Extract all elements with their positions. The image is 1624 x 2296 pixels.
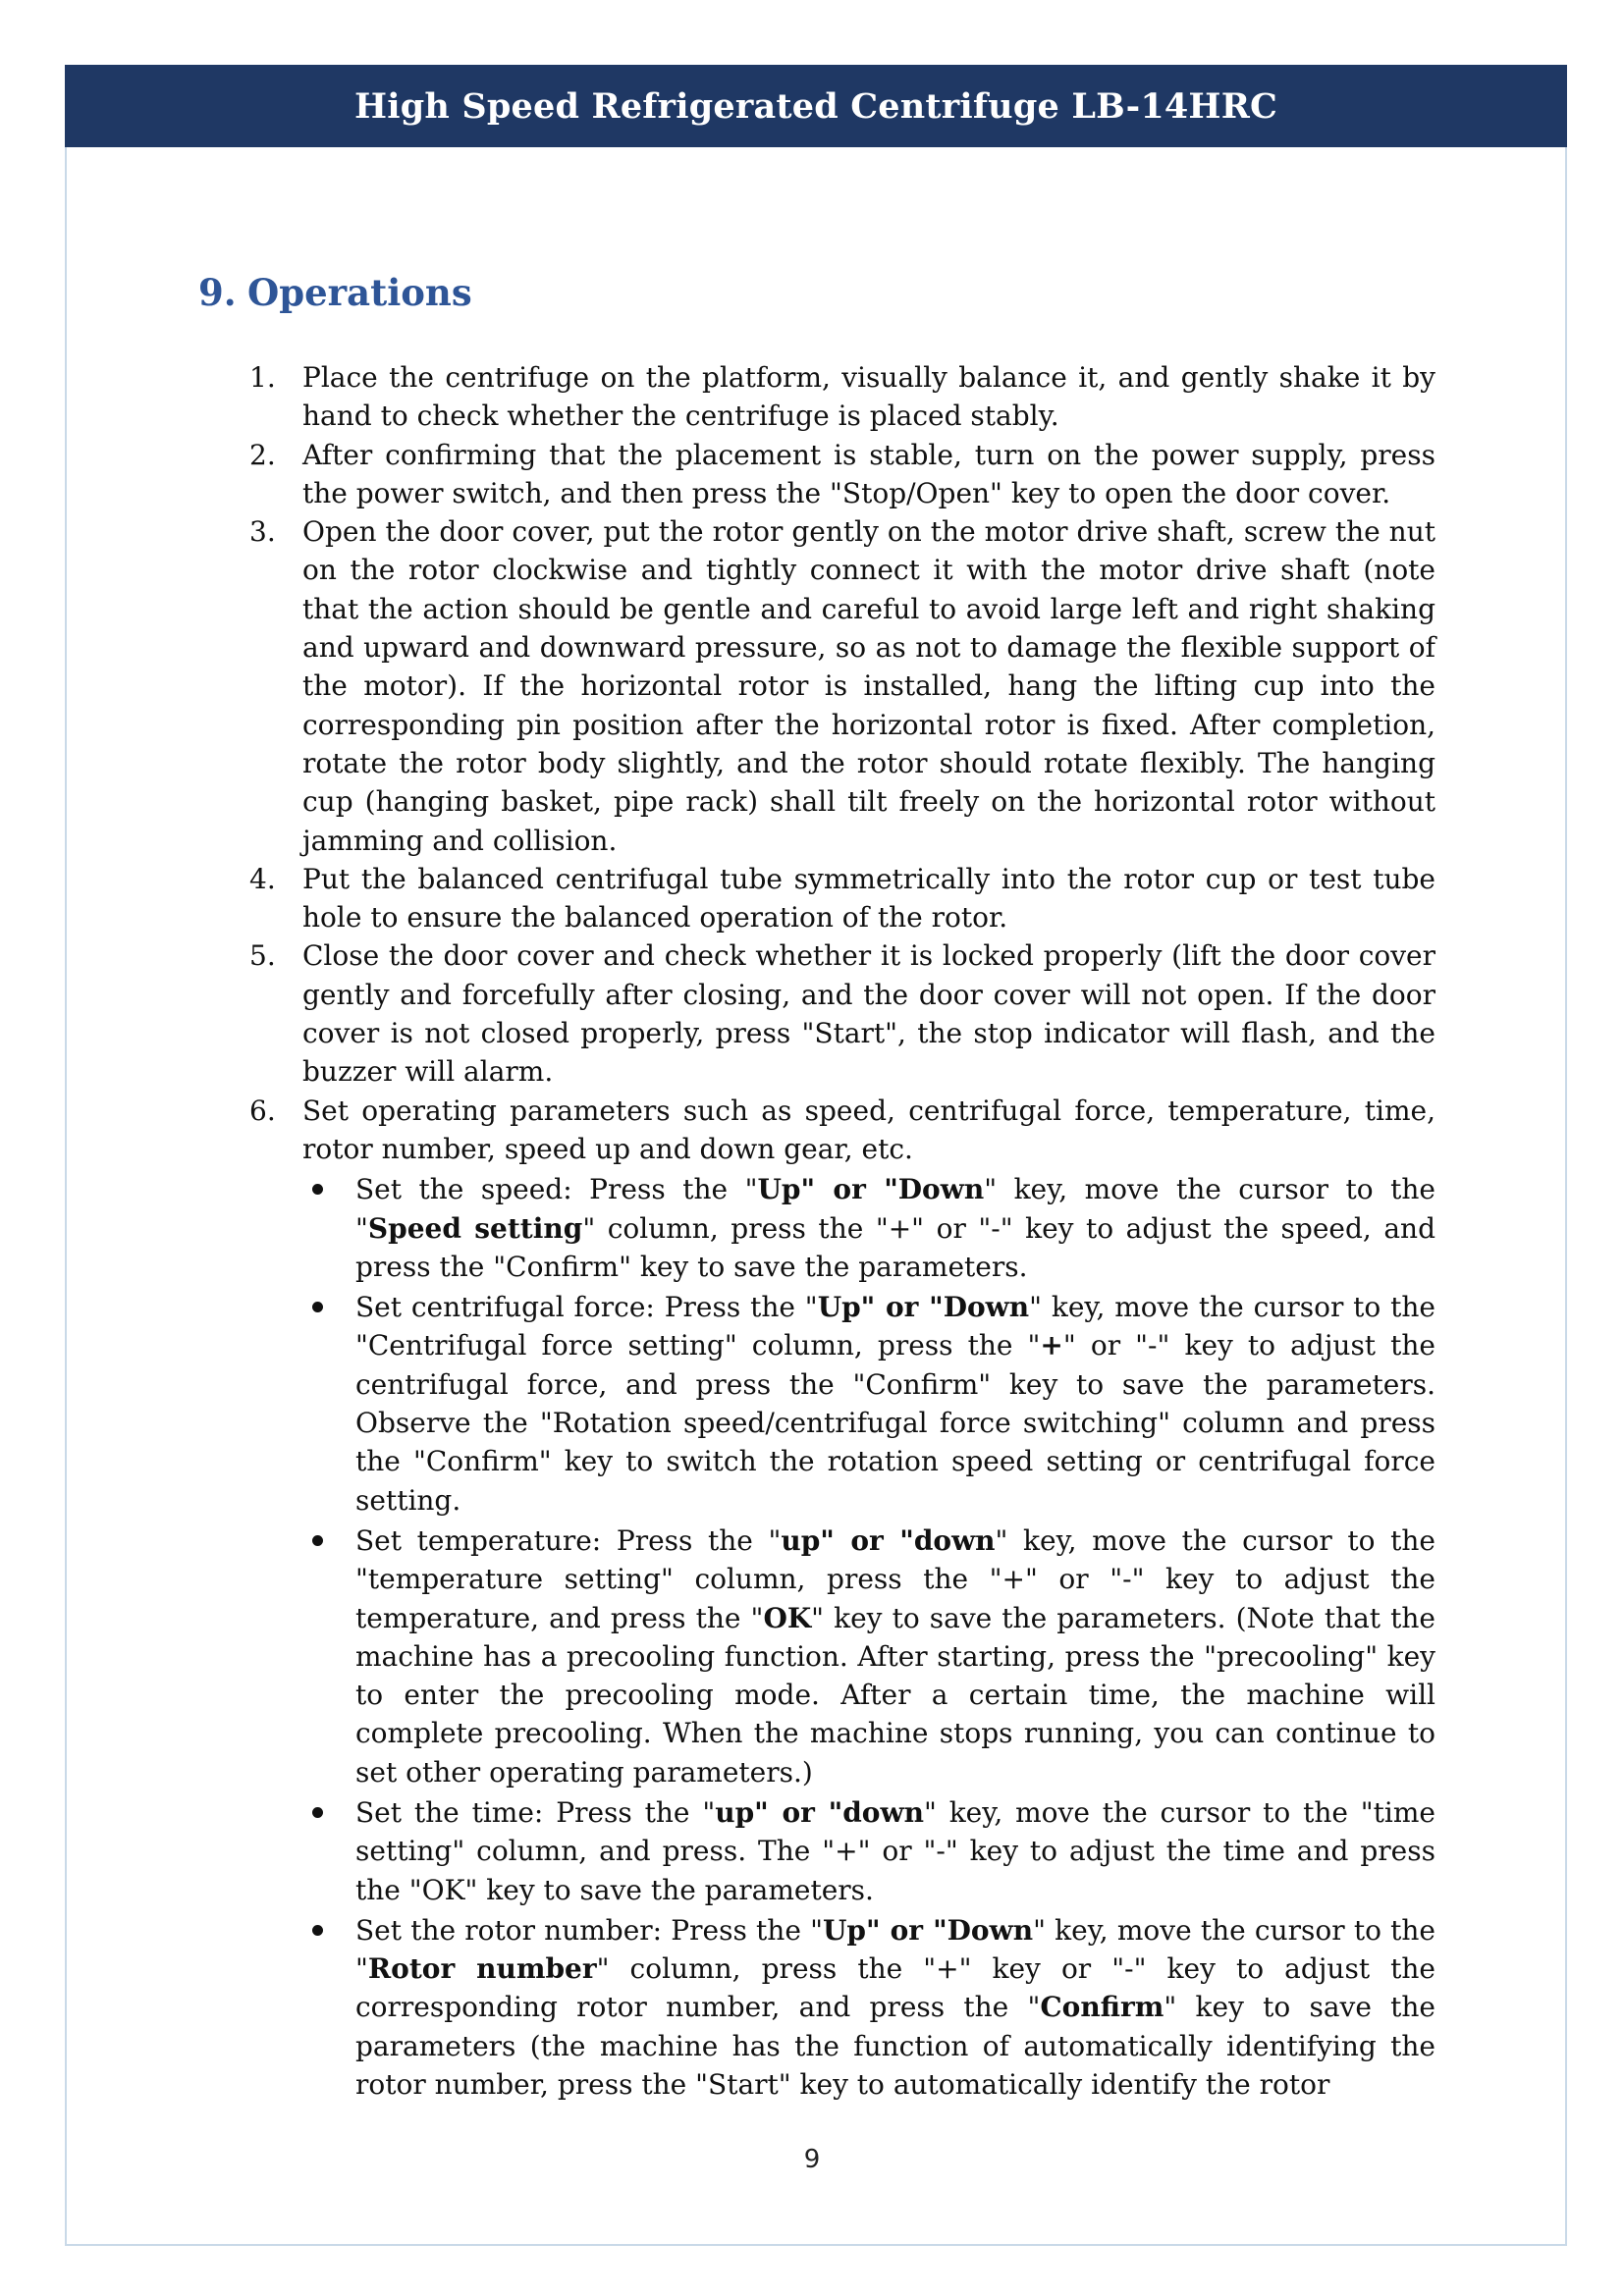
bullet-dot-icon: [312, 1807, 323, 1818]
step-item: [249, 436, 1435, 513]
step-number: 5.: [249, 939, 276, 973]
section-title: Operations: [247, 271, 472, 314]
step-text: Place the centrifuge on the platform, visually balance it, and gently shake it by hand to check whether the centrifuge is placed stably.: [302, 361, 1435, 433]
step-item: [249, 512, 1435, 860]
bullet-text: " column, press the "+" key or "-" key to adjust the corresponding rotor number, and press the ": [355, 1952, 1436, 2024]
bullet-text: " key, move the cursor to the ": [355, 1913, 1435, 1986]
step-text: Open the door cover, put the rotor gently on the motor drive shaft, screw the nut on the rotor clockwise and tightly connect it with the motor drive shaft (note that the action should be gentle and careful to avoid large left and right shaking and upward and downward pressure, so as not to damage the flexible support of the motor). If the horizontal rotor is installed, hang the lifting cup into the corresponding pin position after the horizontal rotor is fixed. After completion, rotate the rotor body slightly, and the rotor should rotate flexibly. The hanging cup (hanging basket, pipe rack) shall tilt freely on the horizontal rotor without jamming and collision.: [302, 515, 1435, 857]
bullet-bold-text: OK: [763, 1601, 812, 1634]
bullet-text: " key to save the parameters (the machine has the function of automatically identifying the rotor number, press the "Start" key to automatically identify the rotor: [355, 1991, 1435, 2102]
bullet-bold-text: Up" or "Down: [757, 1173, 985, 1206]
bullet-text: " key to save the parameters. (Note that the machine has a precooling function. After starting, press the "precooling" key to enter the precooling mode. After a certain time, the machine will complete precooling. When the machine stops running, you can continue to set other operating parameters.): [355, 1601, 1435, 1789]
bullet-text: " or "-" key to adjust the centrifugal force, and press the "Confirm" key to save the parameters. Observe the "Rotation speed/centrifugal force switching" column and press the "Confirm" key to switch the rotation speed setting or centrifugal force setting.: [355, 1329, 1436, 1517]
bullet-bold-text: Up" or "Down: [817, 1291, 1030, 1324]
bullet-time: [302, 1793, 1435, 1909]
step-number: 2.: [249, 438, 276, 471]
bullet-text: " key, move the cursor to the ": [355, 1173, 1435, 1245]
bullet-text: Set centrifugal force: Press the ": [355, 1291, 818, 1324]
operation-steps-list: [249, 358, 1435, 2104]
document-header: [65, 65, 1567, 147]
bullet-bold-text: Rotor number: [367, 1952, 597, 1986]
bullet-dot-icon: [312, 1302, 323, 1312]
bullet-temperature: [302, 1522, 1435, 1791]
step-item: [249, 936, 1435, 1091]
bullet-text: " key, move the cursor to the "time setting" column, and press. The "+" or "-" key to adjust the time and press the "OK" key to save the parameters.: [355, 1795, 1436, 1906]
bullet-bold-text: Speed setting: [367, 1211, 583, 1245]
header-title: High Speed Refrigerated Centrifuge LB-14HRC: [353, 85, 1278, 127]
step-item: [249, 860, 1435, 937]
bullet-text: " column, press the "+" or "-" key to adjust the speed, and press the "Confirm" key to save the parameters.: [355, 1211, 1436, 1283]
bullet-centrifugal-force: [302, 1288, 1435, 1520]
section-number: 9.: [198, 271, 237, 314]
page-number: 9: [803, 2145, 821, 2174]
bullet-bold-text: Up" or "Down: [822, 1913, 1034, 1947]
step-text: Put the balanced centrifugal tube symmetrically into the rotor cup or test tube hole to ensure the balanced operation of the rotor.: [302, 862, 1435, 934]
bullet-text: Set the rotor number: Press the ": [355, 1913, 823, 1947]
bullet-rotor-number: [302, 1911, 1435, 2104]
step-number: 1.: [249, 361, 276, 394]
step-number: 6.: [249, 1094, 276, 1127]
bullet-speed: [302, 1170, 1435, 1286]
section-heading: [198, 271, 472, 314]
bullet-text: " key, move the cursor to the "temperature setting" column, press the "+" or "-" key to adjust the temperature, and press the ": [355, 1523, 1435, 1634]
step-text: Set operating parameters such as speed, centrifugal force, temperature, time, rotor number, speed up and down gear, etc.: [302, 1094, 1435, 1165]
bullet-dot-icon: [312, 1535, 323, 1546]
bullet-text: Set the time: Press the ": [355, 1795, 716, 1829]
step-item: [249, 358, 1435, 436]
bullet-dot-icon: [312, 1925, 323, 1936]
bullet-bold-text: +: [1040, 1329, 1063, 1362]
step-number: 3.: [249, 515, 276, 549]
bullet-text: " key, move the cursor to the "Centrifugal force setting" column, press the ": [355, 1291, 1435, 1362]
bullet-dot-icon: [312, 1184, 323, 1195]
step-item: [249, 1092, 1435, 2105]
bullet-text: Set the speed: Press the ": [355, 1173, 758, 1206]
bullet-text: Set temperature: Press the ": [355, 1523, 782, 1557]
operations-content: [249, 358, 1435, 2104]
parameter-bullets-list: [302, 1170, 1435, 2104]
step-text: Close the door cover and check whether it is locked properly (lift the door cover gently and forcefully after closing, and the door cover will not open. If the door cover is not closed properly, press "Start", the stop indicator will flash, and the buzzer will alarm.: [302, 939, 1435, 1089]
step-number: 4.: [249, 862, 276, 895]
bullet-bold-text: Confirm: [1040, 1991, 1164, 2024]
step-text: After confirming that the placement is stable, turn on the power supply, press the power switch, and then press the "Stop/Open" key to open the door cover.: [302, 438, 1435, 509]
bullet-bold-text: up" or "down: [781, 1523, 996, 1557]
bullet-bold-text: up" or "down: [715, 1795, 924, 1829]
